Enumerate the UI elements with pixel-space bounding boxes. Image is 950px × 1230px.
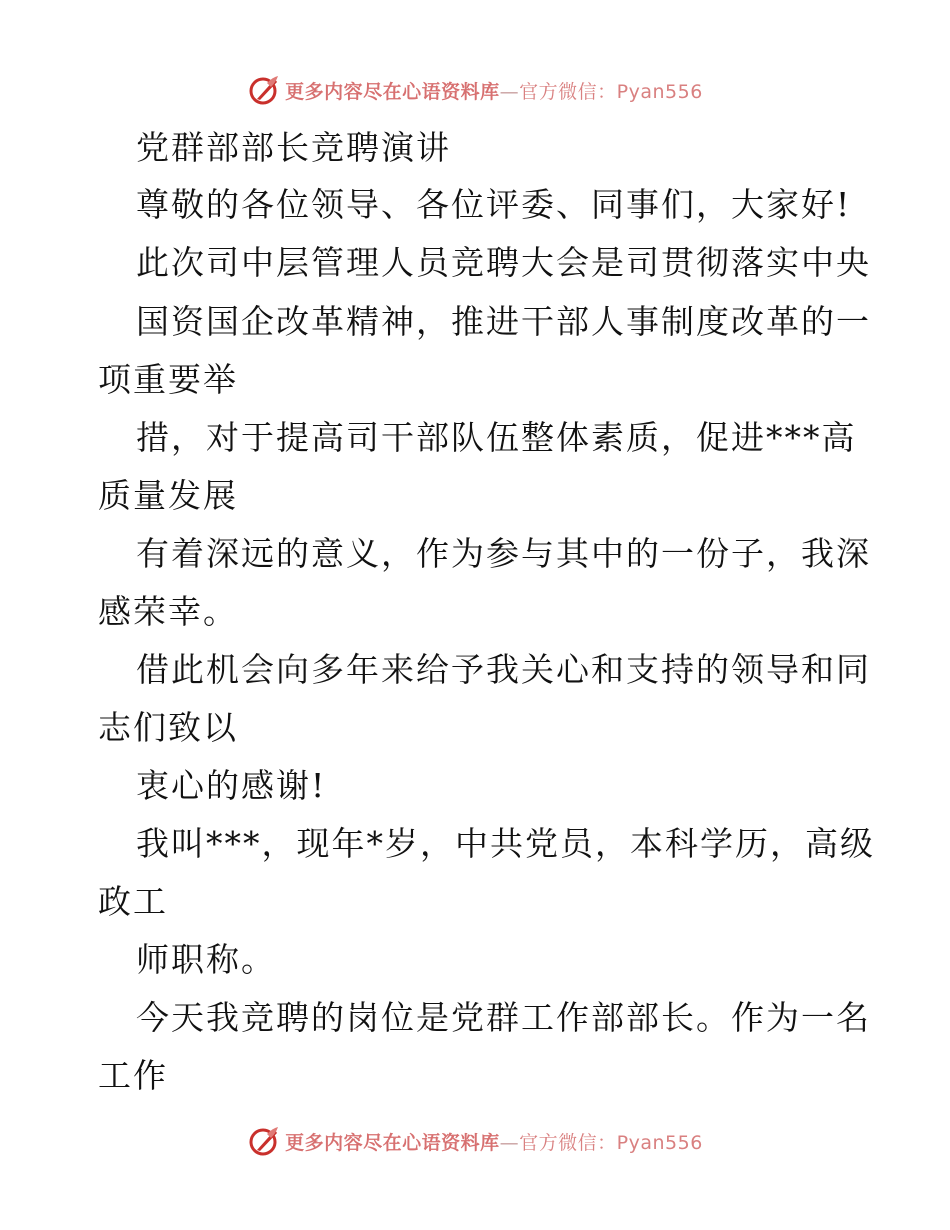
doc-line: 借此机会向多年来给予我关心和支持的领导和同 [136,650,871,689]
doc-line: 措，对于提高司干部队伍整体素质，促进***高 [136,418,857,457]
doc-line: 工作 [98,1056,168,1095]
banner-main-text: 更多内容尽在心语资料库 [285,1131,500,1154]
banner-text [285,77,703,104]
quill-logo-icon [247,1124,281,1158]
doc-line: 此次司中层管理人员竞聘大会是司贯彻落实中央 [136,243,871,282]
doc-line: 我叫***，现年*岁，中共党员，本科学历，高级 [136,824,875,863]
doc-line: 政工 [98,882,168,921]
doc-line: 项重要举 [98,360,238,399]
doc-line: 国资国企改革精神，推进干部人事制度改革的一 [136,302,871,341]
footer-banner [0,1121,950,1161]
doc-line: 质量发展 [98,476,238,515]
header-banner [0,70,950,110]
doc-line: 有着深远的意义，作为参与其中的一份子，我深 [136,534,871,573]
quill-logo-icon [247,73,281,107]
doc-line: 今天我竞聘的岗位是党群工作部部长。作为一名 [136,998,871,1037]
doc-line: 师职称。 [136,940,276,979]
doc-line: 尊敬的各位领导、各位评委、同事们，大家好! [136,185,852,224]
banner-wechat-text: 官方微信：Pyan556 [519,1131,703,1154]
banner-text [285,1128,703,1155]
doc-line: 志们致以 [98,708,238,747]
doc-title: 党群部部长竞聘演讲 [136,128,451,167]
doc-line: 衷心的感谢! [136,766,327,805]
banner-dash: — [499,1131,520,1154]
doc-line: 感荣幸。 [98,592,238,631]
banner-main-text: 更多内容尽在心语资料库 [285,80,500,103]
banner-wechat-text: 官方微信：Pyan556 [519,80,703,103]
banner-dash: — [499,80,520,103]
